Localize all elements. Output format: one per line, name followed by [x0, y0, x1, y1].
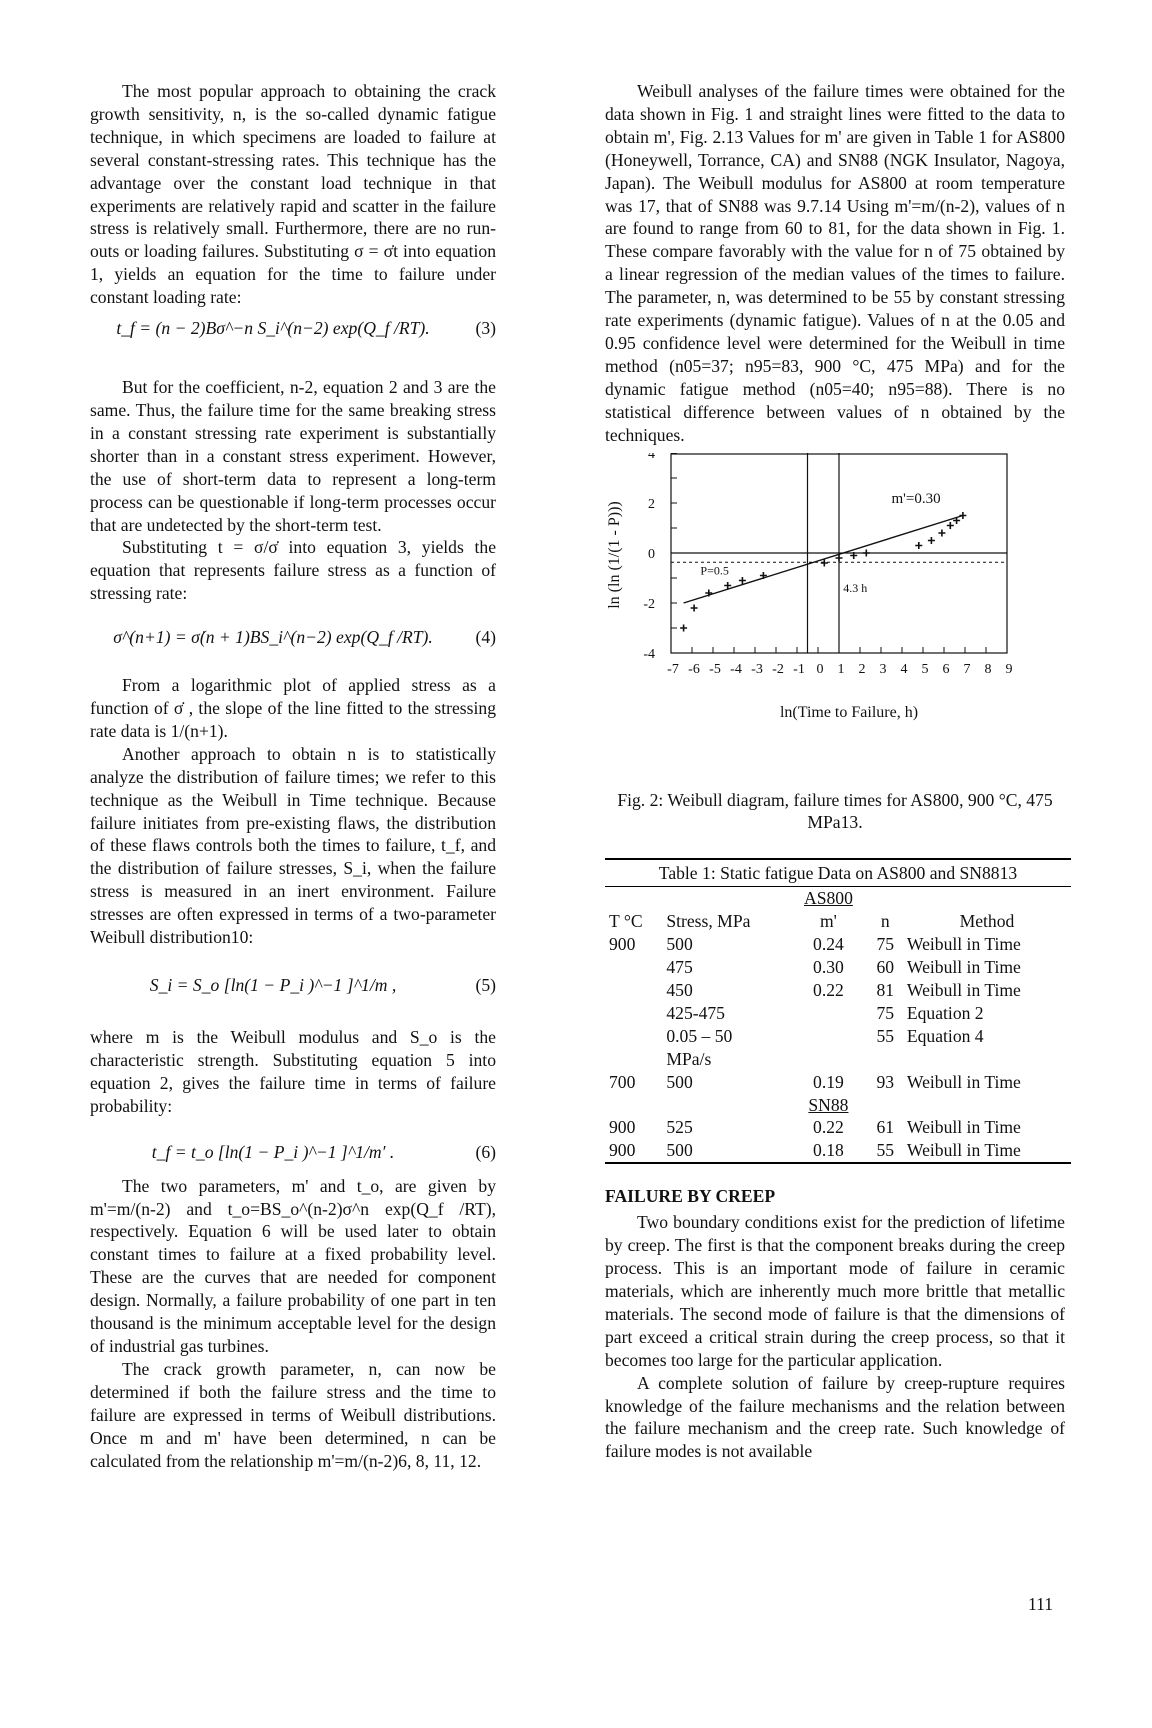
x-tick-label: 4 [900, 661, 908, 677]
table-cell: 55 [868, 1139, 903, 1163]
x-tick-label: 0 [816, 661, 824, 677]
table-cell: Method [959, 911, 1015, 932]
x-tick-label: -3 [751, 661, 763, 677]
table-row [605, 956, 1071, 979]
table-cell: 0.22 [813, 980, 844, 1001]
table-cell: 500 [666, 934, 693, 955]
data-point [915, 542, 922, 549]
y-tick-label: -2 [643, 596, 655, 612]
table-caption: Table 1: Static fatigue Data on AS800 and SN8813 [605, 858, 1071, 888]
x-tick-label: -7 [667, 661, 679, 677]
paragraph: Substituting t = σ/σ̇ into equation 3, yields the equation that represents failure stress as a function of stressing rate: [90, 537, 496, 604]
table-cell: Weibull in Time [906, 957, 1021, 978]
annotation-mprime: m'=0.30 [891, 490, 941, 507]
table-cell [605, 979, 662, 1002]
y-tick-label: 2 [648, 496, 655, 512]
table-cell: 450 [666, 980, 693, 1001]
table-cell: 60 [876, 957, 895, 978]
right-column [605, 80, 1065, 1463]
table-cell: m' [820, 911, 837, 932]
page-number: 111 [1028, 1594, 1054, 1614]
equation-number: (3) [475, 318, 496, 339]
paragraph: A complete solution of failure by creep-rupture requires knowledge of the failure mechanisms and the relation between the failure mechanism and the creep rate. Such knowledge of failure modes is not available [605, 1372, 1065, 1462]
table-cell: 500 [662, 1139, 789, 1163]
chart-svg [605, 453, 1065, 773]
table-cell: 525 [666, 1117, 693, 1138]
table-header-row [605, 910, 1071, 933]
table-cell: 0.19 [813, 1071, 844, 1092]
x-tick-label: 9 [1005, 661, 1013, 677]
x-tick-label: -6 [688, 661, 700, 677]
y-axis-label: ln (ln (1/(1 - P))) [606, 500, 623, 609]
table-row [605, 933, 1071, 956]
equation-body: t_f = t_o [ln(1 − P_i )^−1 ]^1/m′ . [151, 1141, 395, 1162]
equation-number: (4) [475, 627, 496, 648]
x-tick-label: 8 [984, 661, 992, 677]
data-point [821, 559, 828, 566]
x-tick-label: -4 [730, 661, 742, 677]
table-cell: Weibull in Time [906, 980, 1021, 1001]
y-tick-label: 0 [648, 546, 655, 562]
table-cell: Weibull in Time [906, 1117, 1021, 1138]
table-cell: 700 [609, 1071, 636, 1092]
table-cell: Equation 4 [906, 1025, 984, 1046]
table-row [605, 1139, 1071, 1163]
y-tick-label: 4 [648, 452, 655, 462]
equation-3 [90, 318, 496, 339]
table-cell: MPa/s [666, 1048, 712, 1069]
data-point [680, 624, 687, 631]
x-tick-label: 3 [879, 661, 887, 677]
paragraph: The crack growth parameter, n, can now be determined if both the failure stress and the time to failure are expressed in terms of Weibull distributions. Once m and m' have been determined, n can be calculated from the relationship m'=m/(n-2)6, 8, 11, 12. [90, 1358, 496, 1471]
data-point [928, 537, 935, 544]
table-cell: 0.30 [813, 957, 844, 978]
paragraph: The most popular approach to obtaining the crack growth sensitivity, n, is the so-called dynamic fatigue technique, in which specimens are loaded to failure at several constant-stressing rates. This technique has the advantage over the constant load technique in that experiments are relatively rapid and scatter in the failure stress is relatively small. Furthermore, there are no run-outs or loading failures. Substituting σ = σ̇t into equation 1, yields an equation for the time to failure under constant loading rate: [90, 81, 496, 308]
section-heading: FAILURE BY CREEP [605, 1186, 776, 1207]
data-point [947, 522, 954, 529]
data-point [959, 512, 966, 519]
table-cell [789, 1025, 867, 1048]
data-point [938, 529, 945, 536]
table-group-label: AS800 [803, 888, 853, 909]
table-row [605, 1025, 1071, 1048]
table-row [605, 1002, 1071, 1025]
fit-line [684, 515, 963, 603]
table-cell: Weibull in Time [906, 1071, 1021, 1092]
x-tick-label: -5 [709, 661, 721, 677]
table-row [605, 979, 1071, 1002]
equation-body: S_i = S_o [ln(1 − P_i )^−1 ]^1/m , [149, 975, 397, 995]
table-cell: T °C [609, 911, 643, 932]
annotation-p05: P=0.5 [700, 562, 729, 577]
data-point [691, 604, 698, 611]
table-cell: 425-475 [666, 1002, 725, 1023]
table-row [605, 1071, 1071, 1094]
table-cell: 93 [876, 1071, 895, 1092]
table-cell: 0.22 [813, 1117, 844, 1138]
table-cell: Stress, MPa [666, 911, 751, 932]
table-cell: Weibull in Time [903, 1139, 1071, 1163]
table-cell [789, 1002, 867, 1025]
table-cell: 81 [876, 980, 895, 1001]
table-row [605, 1116, 1071, 1139]
x-tick-label: 2 [858, 661, 866, 677]
table-cell: 475 [666, 957, 693, 978]
x-tick-label: 6 [942, 661, 950, 677]
y-tick-label: -4 [643, 646, 655, 662]
paragraph: But for the coefficient, n-2, equation 2 and 3 are the same. Thus, the failure time for the same breaking stress in a constant stressing rate experiment is substantially shorter than in a constant stress experiment. However, the use of short-term data to represent a long-term process can be questionable if long-term processes occur that are undetected by the short-term test. [90, 377, 496, 535]
table-cell: 900 [605, 1139, 662, 1163]
equation-body: σ^(n+1) = σ̇(n + 1)BS_i^(n−2) exp(Q_f /RT). [113, 627, 433, 648]
paragraph: Weibull analyses of the failure times were obtained for the data shown in Fig. 1 and straight lines were fitted to the data to obtain m', Fig. 2.13 Values for m' are given in Table 1 for AS800 (Honeywell, Torrance, CA) and SN88 (NGK Insulator, Nagoya, Japan). The Weibull modulus for AS800 at room temperature was 17, that of SN88 was 9.7.14 Using m'=m/(n-2), values of n are found to range from 60 to 81, for the data shown in Fig. 1. These compare favorably with the value for n of 75 obtained by a linear regression of the median values of the times to failure. The parameter, n, was determined to be 55 by constant stressing rate experiments (dynamic fatigue). Values of n at the 0.05 and 0.95 confidence level were determined for the Weibull in time method (n05=37; n95=83, 900 °C, 475 MPa) and for the dynamic fatigue method (n05=40; n95=88). There is no statistical difference between values of n obtained by the techniques. [605, 81, 1065, 445]
paragraph: Two boundary conditions exist for the prediction of lifetime by creep. The first is that the component breaks during the creep process. This is an important mode of failure in ceramic materials, which are inherently much more brittle that metallic materials. The second mode of failure is that the dimensions of part exceed a critical strain during the creep process, so that it becomes too large for the particular application. [605, 1212, 1065, 1370]
data-point [739, 577, 746, 584]
paragraph: Another approach to obtain n is to statistically analyze the distribution of failure times; we refer to this technique as the Weibull in Time technique. Because failure initiates from pre-existing flaws, the distribution of these flaws controls both the times to failure, t_f, and the distribution of failure stresses, S_i, when the failure stress is measured in an inert environment. Failure stresses are often expressed in terms of a two-parameter Weibull distribution10: [90, 743, 496, 948]
data-point [863, 549, 870, 556]
equation-5 [90, 975, 496, 996]
x-axis-label: ln(Time to Failure, h) [779, 703, 919, 721]
figure-caption: Fig. 2: Weibull diagram, failure times for AS800, 900 °C, 475 MPa13. [617, 789, 1053, 832]
table-cell: 0.24 [813, 934, 844, 955]
table-cell: 75 [876, 934, 895, 955]
table-cell [605, 956, 662, 979]
table-1 [605, 858, 1065, 1165]
table-cell: 61 [876, 1117, 895, 1138]
table-cell: 0.05 – 50 [666, 1025, 733, 1046]
table-cell [605, 1048, 662, 1071]
table-group-label: SN88 [808, 1094, 849, 1115]
x-tick-label: 7 [963, 661, 971, 677]
table-group-row [605, 887, 1071, 910]
table-cell: 900 [609, 1117, 636, 1138]
data-table [605, 858, 1071, 1165]
table-cell: Equation 2 [906, 1002, 984, 1023]
table-cell: 500 [666, 1071, 693, 1092]
table-cell: 900 [609, 934, 636, 955]
table-cell [868, 1048, 903, 1071]
table-cell: Weibull in Time [906, 934, 1021, 955]
equation-body: t_f = (n − 2)Bσ^−n S_i^(n−2) exp(Q_f /RT). [116, 318, 430, 339]
weibull-chart [605, 453, 1065, 773]
table-group-row [605, 1094, 1071, 1117]
paragraph: where m is the Weibull modulus and S_o is the characteristic strength. Substituting equation 5 into equation 2, gives the failure time in terms of failure probability: [90, 1027, 496, 1116]
table-cell [903, 1048, 1071, 1071]
table-cell: n [880, 911, 890, 932]
paragraph: The two parameters, m' and t_o, are given by m'=m/(n-2) and t_o=BS_o^(n-2)σ^n exp(Q_f /RT), respectively. Equation 6 will be used later to obtain constant times to failure at a fixed probability level. These are the curves that are needed for component design. Normally, a failure probability of one part in ten thousand is the minimum acceptable level for the design of industrial gas turbines. [90, 1175, 496, 1356]
table-cell: 75 [876, 1002, 895, 1023]
equation-number: (5) [475, 975, 496, 995]
table-cell [605, 1025, 662, 1048]
equation-6 [90, 1142, 496, 1163]
left-column [90, 80, 496, 1472]
equation-number: (6) [475, 1141, 496, 1162]
table-cell [605, 1002, 662, 1025]
x-tick-label: 5 [921, 661, 929, 677]
table-cell [789, 1048, 867, 1071]
table-cell: 55 [876, 1025, 895, 1046]
x-tick-label: -1 [793, 661, 805, 677]
paragraph: From a logarithmic plot of applied stress as a function of σ̇ , the slope of the line fitted to the stressing rate data is 1/(n+1). [90, 675, 496, 741]
x-tick-label: -2 [772, 661, 784, 677]
x-tick-label: 1 [837, 661, 845, 677]
table-cell: 0.18 [789, 1139, 867, 1163]
equation-4 [90, 627, 496, 648]
table-row [605, 1048, 1071, 1071]
annotation-time: 4.3 h [843, 580, 868, 595]
